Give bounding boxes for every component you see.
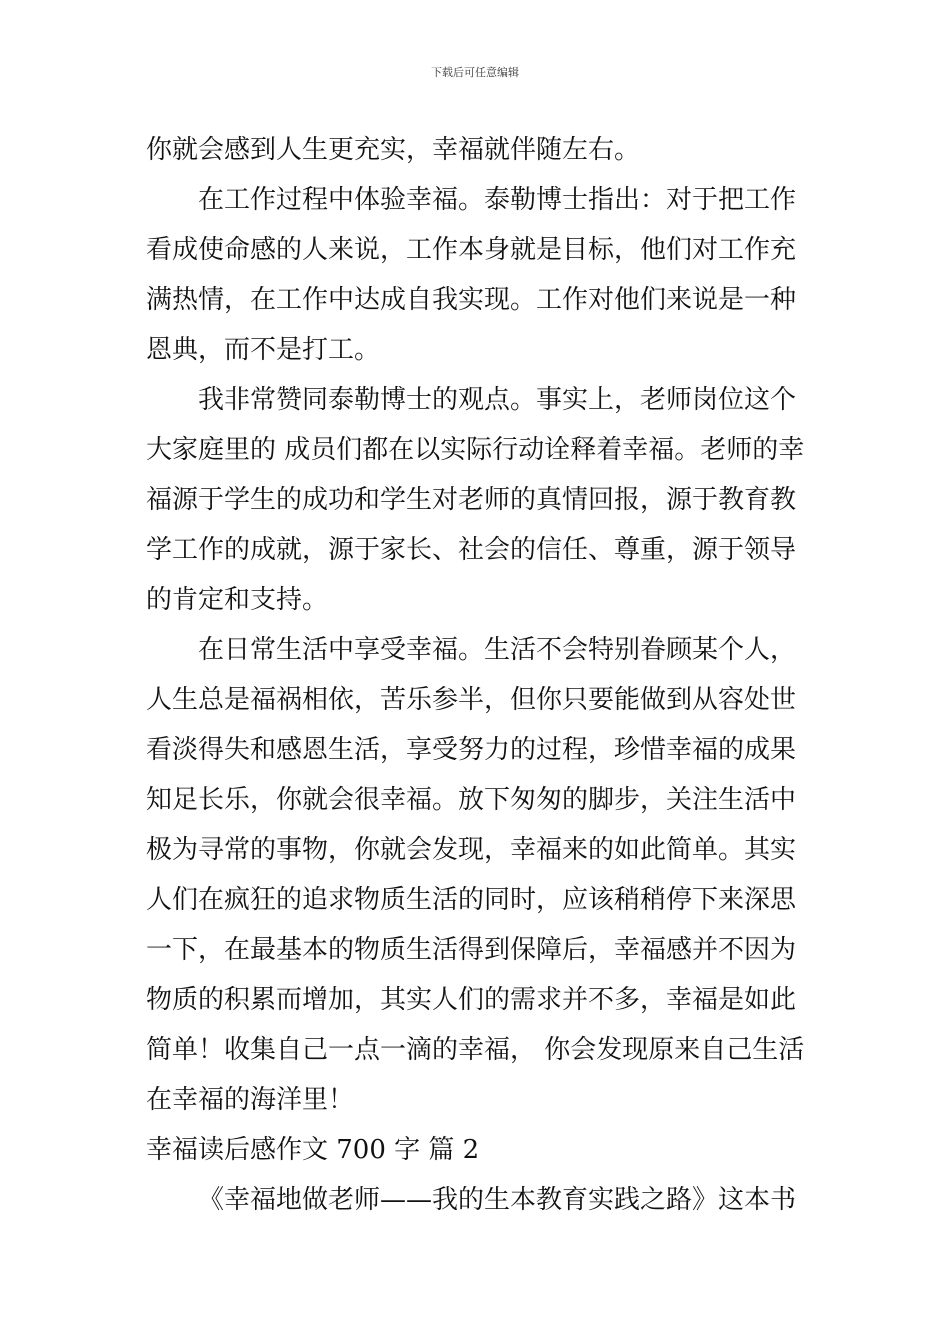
paragraph-start-line: 我非常赞同泰勒博士的观点。事实上，老师岗位这个 <box>198 385 797 415</box>
text-line: 学工作的成就，源于家长、社会的信任、尊重，源于领导 <box>146 535 797 565</box>
text-line: 看成使命感的人来说，工作本身就是目标，他们对工作充 <box>146 235 797 265</box>
text-line: 大家庭里的 成员们都在以实际行动诠释着幸福。老师的幸 <box>146 435 805 465</box>
text-line: 恩典，而不是打工。 <box>146 335 381 365</box>
paragraph-start-line: 《幸福地做老师——我的生本教育实践之路》这本书 <box>198 1185 797 1215</box>
text-line: 人生总是福祸相依，苦乐参半，但你只要能做到从容处世 <box>146 685 797 715</box>
text-line: 物质的积累而增加，其实人们的需求并不多，幸福是如此 <box>146 985 797 1015</box>
paragraph-start-line: 在工作过程中体验幸福。泰勒博士指出：对于把工作 <box>198 185 797 215</box>
text-line: 一下，在最基本的物质生活得到保障后，幸福感并不因为 <box>146 935 797 965</box>
text-line: 福源于学生的成功和学生对老师的真情回报，源于教育教 <box>146 485 797 515</box>
text-line: 你就会感到人生更充实，幸福就伴随左右。 <box>146 135 641 165</box>
section-heading: 幸福读后感作文 700 字 篇 2 <box>146 1135 480 1165</box>
text-line: 看淡得失和感恩生活，享受努力的过程，珍惜幸福的成果 <box>146 735 797 765</box>
page-header: 下载后可任意编辑 <box>431 66 519 79</box>
text-line: 人们在疯狂的追求物质生活的同时，应该稍稍停下来深思 <box>146 885 797 915</box>
text-line: 知足长乐，你就会很幸福。放下匆匆的脚步，关注生活中 <box>146 785 797 815</box>
text-line: 满热情，在工作中达成自我实现。工作对他们来说是一种 <box>146 285 797 315</box>
text-line: 的肯定和支持。 <box>146 585 329 615</box>
text-line: 简单！收集自己一点一滴的幸福， 你会发现原来自己生活 <box>146 1035 805 1065</box>
text-line: 极为寻常的事物，你就会发现，幸福来的如此简单。其实 <box>146 835 797 865</box>
text-line: 在幸福的海洋里！ <box>146 1085 355 1115</box>
paragraph-start-line: 在日常生活中享受幸福。生活不会特别眷顾某个人， <box>198 635 797 665</box>
